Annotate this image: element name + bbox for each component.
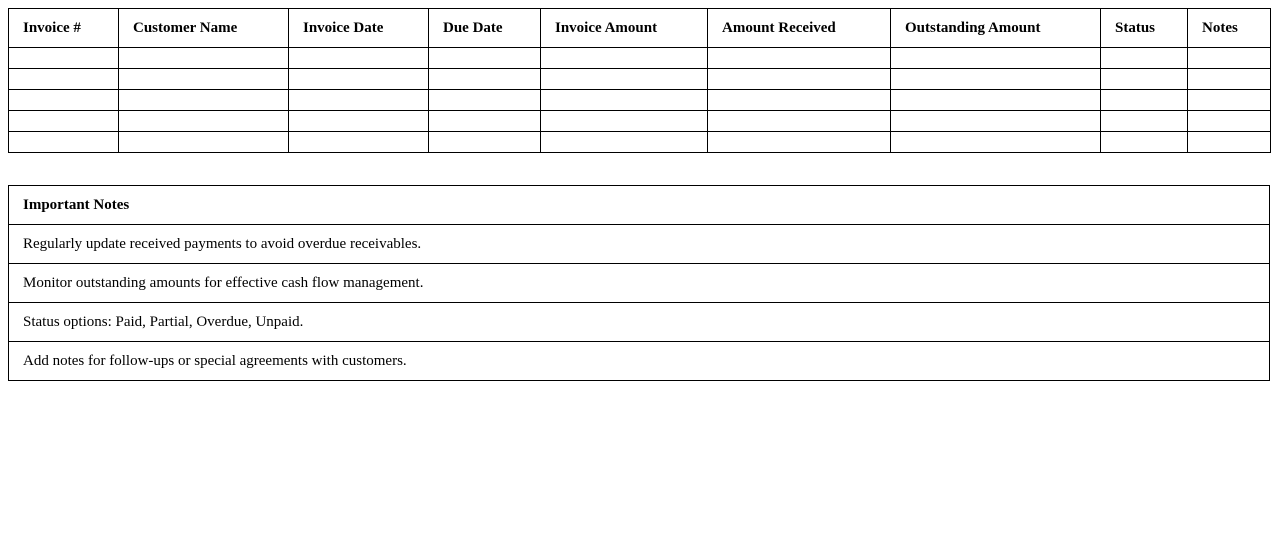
list-item (9, 303, 1270, 342)
table-cell (541, 69, 708, 90)
table-cell (429, 90, 541, 111)
table-cell (1101, 111, 1188, 132)
header-notes: Notes (1188, 9, 1271, 48)
list-item (9, 342, 1270, 381)
table-cell (119, 111, 289, 132)
table-cell (541, 48, 708, 69)
note-text: Monitor outstanding amounts for effective cash flow management. (9, 264, 1270, 303)
header-customer-name: Customer Name (119, 9, 289, 48)
table-cell (9, 132, 119, 153)
table-cell (119, 48, 289, 69)
table-cell (1188, 90, 1271, 111)
note-text: Regularly update received payments to avoid overdue receivables. (9, 225, 1270, 264)
list-item (9, 264, 1270, 303)
header-invoice-date: Invoice Date (289, 9, 429, 48)
table-cell (891, 48, 1101, 69)
invoice-table-header-row (9, 9, 1271, 48)
table-row (9, 111, 1271, 132)
table-cell (708, 48, 891, 69)
table-cell (708, 132, 891, 153)
table-cell (1101, 48, 1188, 69)
table-row (9, 90, 1271, 111)
table-cell (289, 111, 429, 132)
table-cell (119, 69, 289, 90)
table-cell (891, 132, 1101, 153)
note-text: Status options: Paid, Partial, Overdue, Unpaid. (9, 303, 1270, 342)
table-cell (1188, 69, 1271, 90)
table-cell (9, 48, 119, 69)
table-cell (1188, 48, 1271, 69)
table-cell (429, 111, 541, 132)
table-cell (289, 90, 429, 111)
table-cell (289, 132, 429, 153)
table-cell (891, 111, 1101, 132)
table-cell (708, 69, 891, 90)
header-amount-received: Amount Received (708, 9, 891, 48)
table-cell (289, 48, 429, 69)
table-cell (1101, 69, 1188, 90)
table-cell (708, 111, 891, 132)
table-cell (1188, 132, 1271, 153)
table-cell (9, 111, 119, 132)
header-invoice-amount: Invoice Amount (541, 9, 708, 48)
table-cell (429, 48, 541, 69)
table-cell (429, 69, 541, 90)
header-outstanding-amount: Outstanding Amount (891, 9, 1101, 48)
header-invoice-number: Invoice # (9, 9, 119, 48)
table-cell (541, 111, 708, 132)
table-cell (891, 69, 1101, 90)
table-cell (289, 69, 429, 90)
table-row (9, 48, 1271, 69)
invoice-table (8, 8, 1271, 153)
table-cell (119, 90, 289, 111)
header-due-date: Due Date (429, 9, 541, 48)
notes-header-row (9, 186, 1270, 225)
table-cell (429, 132, 541, 153)
table-cell (1101, 132, 1188, 153)
table-cell (891, 90, 1101, 111)
list-item (9, 225, 1270, 264)
table-cell (708, 90, 891, 111)
table-cell (1188, 111, 1271, 132)
table-cell (541, 90, 708, 111)
header-status: Status (1101, 9, 1188, 48)
table-cell (9, 90, 119, 111)
note-text: Add notes for follow-ups or special agreements with customers. (9, 342, 1270, 381)
notes-table (8, 185, 1270, 381)
table-cell (119, 132, 289, 153)
table-row (9, 132, 1271, 153)
table-cell (541, 132, 708, 153)
notes-title: Important Notes (9, 186, 1270, 225)
table-cell (1101, 90, 1188, 111)
table-cell (9, 69, 119, 90)
table-row (9, 69, 1271, 90)
